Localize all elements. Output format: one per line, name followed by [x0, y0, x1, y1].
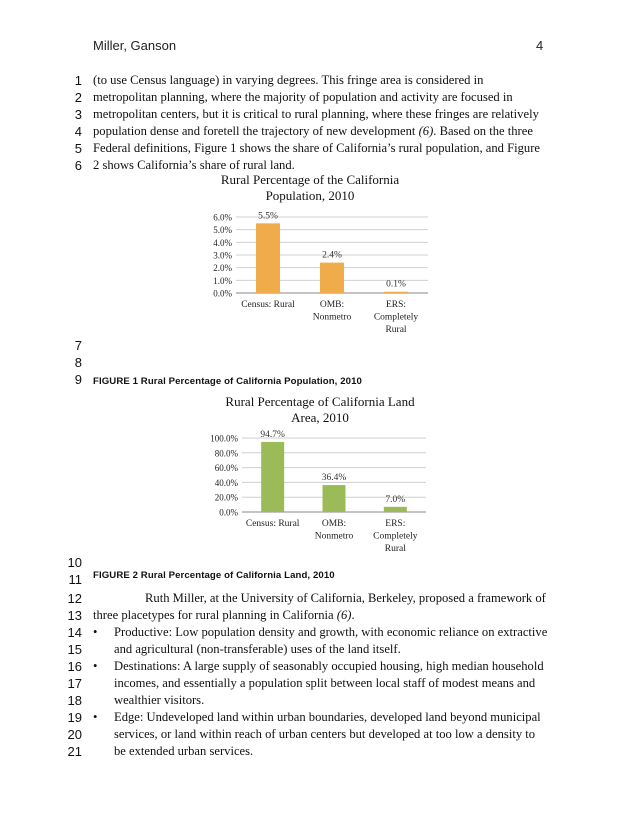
page-number: 4 [536, 38, 544, 53]
body-text-line [93, 607, 355, 624]
x-tick-label: Completely [373, 312, 419, 323]
running-header-authors: Miller, Ganson [93, 38, 177, 53]
line-number: 1 [74, 73, 82, 88]
bullet-symbol: • [93, 659, 98, 673]
y-tick-label: 20.0% [214, 492, 238, 503]
data-label: 2.4% [322, 250, 342, 261]
figure1-caption: FIGURE 1 Rural Percentage of California Population, 2010 [93, 376, 362, 387]
x-tick-label: Nonmetro [314, 531, 354, 542]
line-number: 17 [67, 676, 82, 691]
x-tick-label: Census: Rural [241, 300, 295, 310]
line-number: 14 [67, 625, 82, 640]
line-number: 2 [74, 90, 82, 105]
bullet-text-line: wealthier visitors. [114, 693, 205, 707]
line-number: 6 [74, 158, 82, 173]
body-text-span: three placetypes for rural planning in California [93, 608, 337, 622]
figure2-bar-chart [0, 392, 638, 560]
chart-title-line: Rural Percentage of the California [220, 172, 400, 187]
chart-title-line: Population, 2010 [265, 188, 355, 203]
body-text-span: . [351, 608, 355, 622]
chart-title-line: Area, 2010 [291, 410, 349, 425]
line-number: 9 [74, 372, 82, 387]
bar [256, 223, 280, 293]
bullet-text-line: Productive: Low population density and growth, with economic reliance on extractive [114, 625, 548, 639]
x-tick-label: ERS: [385, 300, 407, 310]
data-label: 36.4% [321, 473, 347, 484]
bullet-text-line: incomes, and essentially a population split between local staff of modest means and [114, 676, 536, 690]
bullet-symbol: • [93, 625, 98, 639]
line-number: 10 [67, 555, 82, 570]
body-text-line: metropolitan centers, but it is critical to rural planning, where these fringes are relatively [93, 107, 539, 121]
line-number: 13 [67, 608, 82, 623]
chart-title-line: Rural Percentage of California Land [225, 394, 415, 409]
data-label: 94.7% [260, 429, 285, 440]
x-tick-label: Nonmetro [312, 312, 352, 323]
y-tick-label: 80.0% [214, 448, 238, 459]
line-number: 5 [74, 141, 82, 156]
x-tick-label: ERS: [385, 519, 406, 529]
line-number: 12 [67, 591, 82, 606]
x-tick-label: OMB: [321, 519, 347, 529]
line-number: 16 [67, 659, 82, 674]
y-tick-label: 2.0% [213, 263, 232, 274]
bullet-text-line: Destinations: A large supply of seasonably occupied housing, high median household [114, 659, 544, 673]
x-tick-label: Rural [384, 544, 406, 554]
line-number: 19 [67, 710, 82, 725]
figure2-caption: FIGURE 2 Rural Percentage of California Land, 2010 [93, 570, 335, 581]
bullet-text-line: services, or land within reach of urban centers but developed at too low a density to [114, 727, 536, 741]
bar [323, 485, 346, 512]
bar [320, 263, 344, 293]
bar [261, 442, 284, 512]
y-tick-label: 40.0% [214, 477, 238, 488]
bullet-symbol: • [93, 710, 98, 724]
citation-reference: (6) [336, 608, 352, 622]
y-tick-label: 3.0% [213, 250, 232, 261]
x-tick-label: Census: Rural [245, 519, 300, 529]
line-number: 15 [67, 642, 82, 657]
x-tick-label: Completely [373, 531, 418, 542]
y-tick-label: 100.0% [210, 433, 238, 444]
bullet-text-line: Edge: Undeveloped land within urban boundaries, developed land beyond municipal [114, 710, 541, 724]
line-number: 8 [74, 355, 82, 370]
body-text-span: population dense and foretell the trajectory of new development [93, 124, 419, 138]
x-tick-label: Rural [385, 325, 407, 335]
y-tick-label: 5.0% [213, 225, 232, 236]
line-number: 3 [74, 107, 82, 122]
bullet-text-line: be extended urban services. [114, 744, 254, 758]
data-label: 5.5% [258, 211, 278, 222]
y-tick-label: 60.0% [214, 463, 238, 474]
body-text-span: . Based on the three [433, 124, 533, 138]
line-number: 21 [67, 744, 82, 759]
line-number: 7 [74, 338, 82, 353]
y-tick-label: 6.0% [213, 212, 232, 223]
body-text-line: Federal definitions, Figure 1 shows the share of California’s rural population, and Figure [93, 141, 540, 155]
line-number: 18 [67, 693, 82, 708]
bar [384, 507, 407, 512]
data-label: 0.1% [386, 279, 406, 290]
bar [384, 292, 408, 293]
line-number: 4 [74, 124, 82, 139]
body-text-line: (to use Census language) in varying degrees. This fringe area is considered in [93, 73, 484, 87]
data-label: 7.0% [385, 494, 406, 505]
citation-reference: (6) [418, 124, 434, 138]
y-tick-label: 4.0% [213, 237, 232, 248]
bullet-text-line: and agricultural (non-transferable) uses of the land itself. [114, 642, 401, 656]
line-number: 11 [68, 572, 82, 587]
y-tick-label: 0.0% [219, 507, 238, 518]
body-text-line: metropolitan planning, where the majority of population and activity are focused in [93, 90, 513, 104]
y-tick-label: 1.0% [213, 275, 232, 286]
body-text-line: Ruth Miller, at the University of California, Berkeley, proposed a framework of [145, 591, 546, 605]
body-text-line: 2 shows California’s share of rural land. [93, 158, 295, 172]
line-number: 20 [67, 727, 82, 742]
figure1-bar-chart [0, 172, 638, 342]
body-text-line [93, 123, 533, 140]
y-tick-label: 0.0% [213, 288, 232, 299]
x-tick-label: OMB: [319, 300, 345, 310]
